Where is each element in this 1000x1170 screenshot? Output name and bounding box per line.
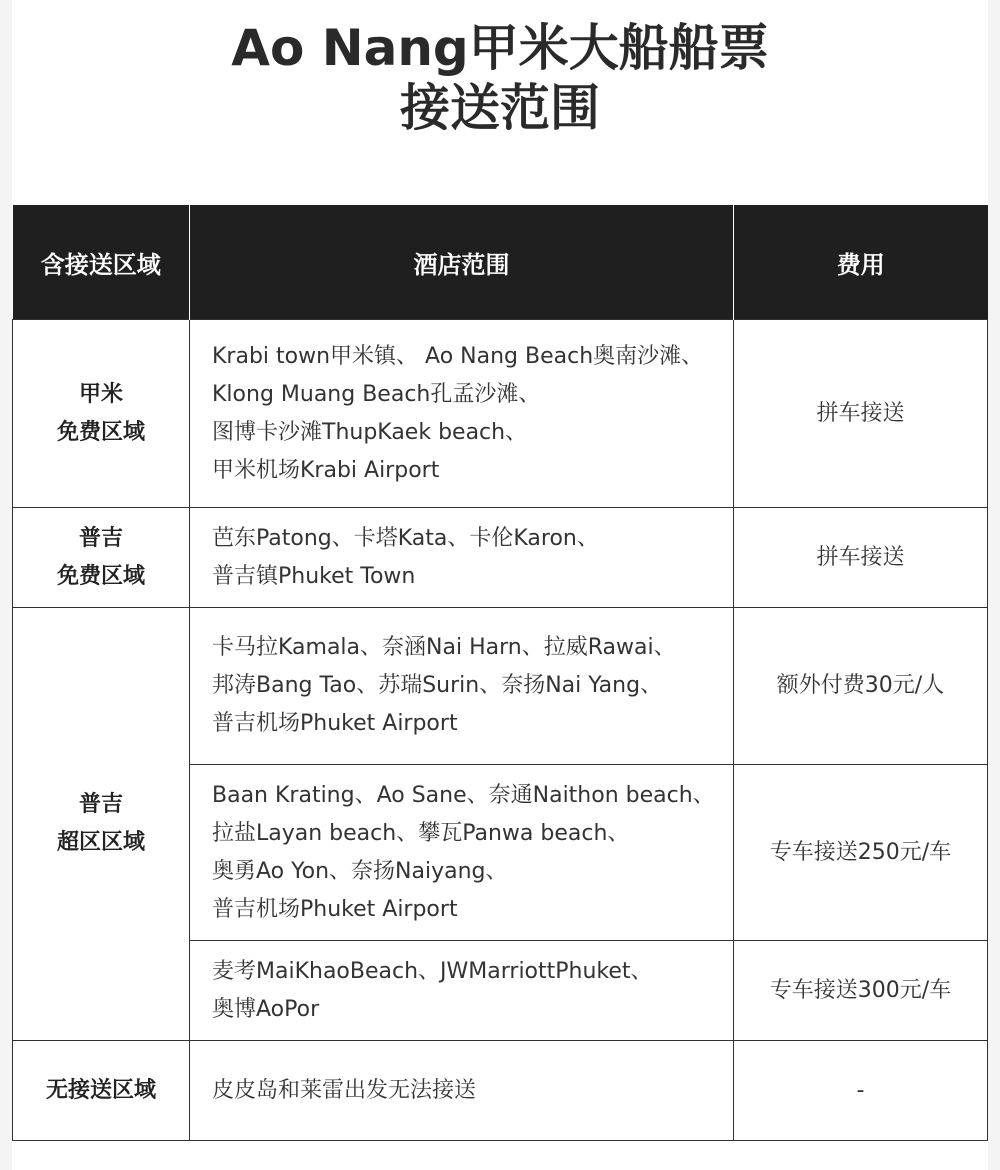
hotel-line: 麦考MaiKhaoBeach、JWMarriottPhuket、 — [212, 958, 653, 984]
header-region: 含接送区域 — [13, 205, 190, 320]
header-fee: 费用 — [734, 205, 988, 320]
hotel-line: 普吉镇Phuket Town — [212, 563, 416, 589]
region-cell — [13, 508, 190, 608]
table-row — [13, 508, 988, 608]
title-line-2: 接送范围 — [400, 79, 600, 137]
region-label: 超区区域 — [56, 830, 145, 855]
fee-cell: 拼车接送 — [734, 508, 988, 608]
hotel-line: 甲米机场Krabi Airport — [212, 457, 440, 483]
fee-cell: 专车接送250元/车 — [734, 765, 988, 941]
region-cell — [13, 608, 190, 1041]
hotels-cell — [190, 1041, 734, 1141]
region-label: 甲米 — [78, 381, 123, 407]
fee-cell: 额外付费30元/人 — [734, 608, 988, 765]
hotel-line: 邦涛Bang Tao、苏瑞Surin、奈扬Nai Yang、 — [212, 673, 663, 698]
hotel-line: 普吉机场Phuket Airport — [212, 896, 458, 922]
table-row — [13, 1041, 988, 1141]
table-row — [13, 608, 988, 765]
region-label: 无接送区域 — [45, 1077, 156, 1103]
hotels-cell — [190, 608, 734, 765]
header-hotels: 酒店范围 — [190, 205, 734, 320]
fee-cell: - — [734, 1041, 988, 1141]
hotel-line: 普吉机场Phuket Airport — [212, 711, 458, 736]
hotels-cell — [190, 320, 734, 508]
region-label: 普吉 — [78, 792, 123, 817]
region-label: 免费区域 — [56, 563, 145, 589]
hotels-cell — [190, 765, 734, 941]
title-line-1: Ao Nang甲米大船船票 — [231, 19, 769, 77]
region-cell — [13, 320, 190, 508]
fee-cell: 拼车接送 — [734, 320, 988, 508]
fee-cell: 专车接送300元/车 — [734, 941, 988, 1041]
hotel-line: 图博卡沙滩ThupKaek beach、 — [212, 419, 528, 445]
page-title — [12, 18, 988, 138]
hotels-cell — [190, 508, 734, 608]
hotel-line: Klong Muang Beach孔孟沙滩、 — [212, 381, 541, 407]
hotel-line: 奥勇Ao Yon、奈扬Naiyang、 — [212, 858, 508, 884]
hotel-line: Baan Krating、Ao Sane、奈通Naithon beach、 — [212, 782, 715, 808]
hotel-line: 皮皮岛和莱雷出发无法接送 — [212, 1077, 477, 1103]
table-row — [13, 320, 988, 508]
hotel-line: 奥博AoPor — [212, 996, 320, 1022]
hotel-line: 芭东Patong、卡塔Kata、卡伦Karon、 — [212, 525, 599, 551]
region-cell — [13, 1041, 190, 1141]
hotel-line: 拉盐Layan beach、攀瓦Panwa beach、 — [212, 820, 630, 846]
region-label: 免费区域 — [56, 419, 145, 445]
document-sheet — [12, 0, 988, 1170]
region-label: 普吉 — [78, 525, 123, 551]
pickup-range-table — [12, 205, 988, 1141]
table-header-row — [13, 205, 988, 320]
hotel-line: 卡马拉Kamala、奈涵Nai Harn、拉威Rawai、 — [212, 635, 676, 660]
hotels-cell — [190, 941, 734, 1041]
hotel-line: Krabi town甲米镇、 Ao Nang Beach奥南沙滩、 — [212, 343, 704, 369]
